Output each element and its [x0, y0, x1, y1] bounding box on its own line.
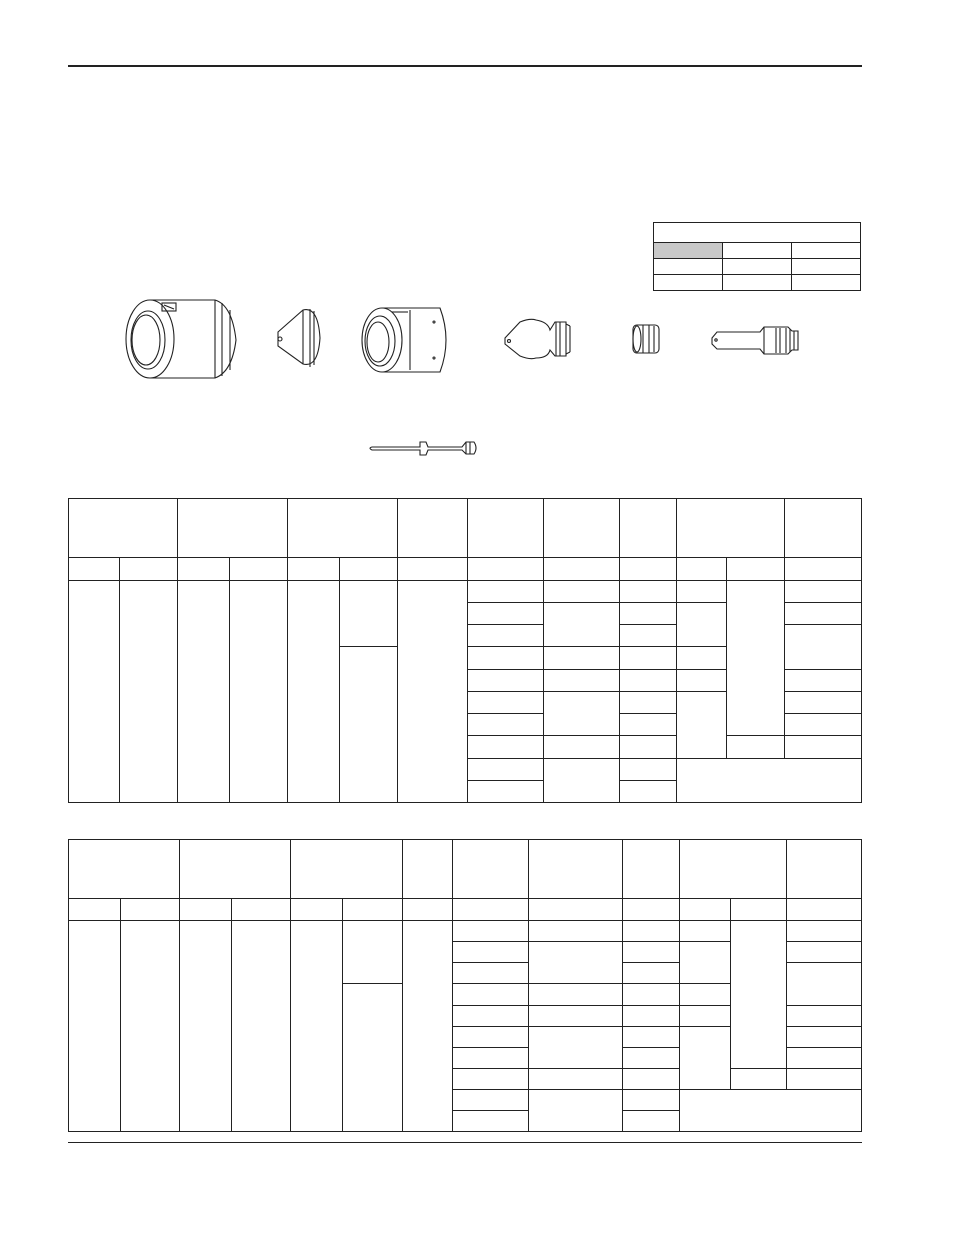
table-header-cell	[680, 840, 787, 899]
table-cell	[120, 580, 178, 802]
table-cell	[677, 758, 862, 802]
table-cell	[623, 1110, 680, 1131]
retaining-cap-part-icon	[362, 308, 446, 372]
table-subheader-cell	[291, 899, 343, 921]
table-cell	[680, 1089, 862, 1131]
table-cell	[529, 1068, 623, 1089]
table-cell	[620, 625, 677, 647]
table-header-cell	[180, 840, 291, 899]
water-tube-part-icon	[370, 442, 476, 455]
table-subheader-cell	[677, 557, 727, 580]
table-cell	[620, 691, 677, 713]
table-cell	[529, 1026, 623, 1068]
table-cell	[453, 1089, 529, 1110]
table-cell	[468, 647, 544, 669]
table-cell	[398, 580, 468, 802]
table-cell	[453, 1047, 529, 1068]
table-cell	[453, 963, 529, 984]
table-subheader-cell	[453, 899, 529, 921]
table-cell	[180, 921, 232, 1132]
table-cell	[620, 580, 677, 602]
table-cell	[620, 714, 677, 736]
table-subheader-cell	[340, 557, 398, 580]
table-subheader-cell	[178, 557, 230, 580]
table-cell	[468, 669, 544, 691]
table-cell	[544, 603, 620, 647]
table-cell	[620, 780, 677, 802]
table-cell	[680, 1026, 731, 1089]
nozzle-part-icon	[505, 319, 570, 358]
table-cell	[178, 580, 230, 802]
table-cell	[529, 942, 623, 984]
table-cell	[785, 603, 862, 625]
table-cell	[544, 647, 620, 669]
table-header-cell	[288, 499, 398, 558]
table-header-cell	[468, 499, 544, 558]
table-cell	[343, 921, 403, 984]
table-cell	[453, 921, 529, 942]
table-header-cell	[620, 499, 677, 558]
table-cell	[787, 1026, 862, 1047]
table-header-cell	[69, 840, 180, 899]
table-cell	[787, 1068, 862, 1089]
table-subheader-cell	[69, 557, 120, 580]
table-cell	[340, 580, 398, 647]
table-cell	[544, 758, 620, 802]
table-header-cell	[398, 499, 468, 558]
table-cell	[787, 1005, 862, 1026]
table-subheader-cell	[620, 557, 677, 580]
table-header-cell	[69, 499, 178, 558]
table-cell	[620, 647, 677, 669]
table-cell	[787, 1047, 862, 1068]
table-cell	[529, 984, 623, 1005]
table-cell	[69, 580, 120, 802]
shield-part-icon	[126, 300, 236, 378]
table-cell	[727, 736, 785, 758]
table-cell	[680, 942, 731, 984]
table-cell	[468, 780, 544, 802]
table-cell	[620, 758, 677, 780]
table-cell	[731, 1068, 787, 1089]
table-header-cell	[178, 499, 288, 558]
table-subheader-cell	[232, 899, 291, 921]
table-cell	[787, 942, 862, 963]
table-header-cell	[453, 840, 529, 899]
table-header-cell	[623, 840, 680, 899]
shield-cap-part-icon	[278, 309, 320, 367]
table-header-cell	[544, 499, 620, 558]
table-header-cell	[677, 499, 785, 558]
table-subheader-cell	[69, 899, 121, 921]
table-cell	[623, 942, 680, 963]
table-header-cell	[785, 499, 862, 558]
table-cell	[623, 1089, 680, 1110]
table-subheader-cell	[403, 899, 453, 921]
table-header-cell	[529, 840, 623, 899]
table-cell	[785, 625, 862, 669]
swirl-ring-part-icon	[633, 325, 659, 353]
table-cell	[232, 921, 291, 1132]
table-cell	[468, 603, 544, 625]
table-subheader-cell	[731, 899, 787, 921]
table-cell	[403, 921, 453, 1132]
table-cell	[288, 580, 340, 802]
table-cell	[453, 1068, 529, 1089]
table-cell	[468, 691, 544, 713]
table-subheader-cell	[398, 557, 468, 580]
table-subheader-cell	[623, 899, 680, 921]
table-cell	[727, 580, 785, 736]
table-subheader-cell	[544, 557, 620, 580]
table-cell	[787, 963, 862, 1005]
table-cell	[785, 691, 862, 713]
table-cell	[453, 1110, 529, 1131]
table-subheader-cell	[230, 557, 288, 580]
table-subheader-cell	[343, 899, 403, 921]
table-cell	[343, 984, 403, 1132]
table-cell	[623, 921, 680, 942]
table-header-cell	[291, 840, 403, 899]
table-subheader-cell	[529, 899, 623, 921]
table-header-cell	[403, 840, 453, 899]
table-subheader-cell	[121, 899, 180, 921]
table-cell	[623, 963, 680, 984]
table-cell	[623, 1005, 680, 1026]
table-subheader-cell	[787, 899, 862, 921]
consumables-table-1	[68, 498, 862, 803]
table-cell	[468, 758, 544, 780]
consumables-illustration	[0, 0, 954, 520]
table-cell	[623, 984, 680, 1005]
table-cell	[620, 603, 677, 625]
table-cell	[544, 669, 620, 691]
table-cell	[623, 1047, 680, 1068]
table-cell	[680, 1005, 731, 1026]
table-cell	[453, 1026, 529, 1047]
table-cell	[340, 647, 398, 803]
footer-rule	[68, 1142, 862, 1143]
table-subheader-cell	[120, 557, 178, 580]
consumables-table-2	[68, 839, 862, 1132]
table-cell	[677, 603, 727, 647]
table-cell	[677, 691, 727, 758]
table-subheader-cell	[180, 899, 232, 921]
table-cell	[677, 647, 727, 669]
table-cell	[787, 921, 862, 942]
electrode-part-icon	[712, 327, 798, 354]
table-cell	[785, 580, 862, 602]
table-cell	[453, 1005, 529, 1026]
table-cell	[453, 984, 529, 1005]
table-cell	[468, 580, 544, 602]
table-cell	[529, 1089, 623, 1131]
table-cell	[785, 736, 862, 758]
table-cell	[680, 984, 731, 1005]
table-header-cell	[787, 840, 862, 899]
table-cell	[677, 669, 727, 691]
table-cell	[529, 921, 623, 942]
table-cell	[785, 669, 862, 691]
table-cell	[121, 921, 180, 1132]
table-cell	[623, 1026, 680, 1047]
table-subheader-cell	[468, 557, 544, 580]
table-cell	[731, 921, 787, 1068]
table-cell	[69, 921, 121, 1132]
table-cell	[785, 714, 862, 736]
table-cell	[453, 942, 529, 963]
table-cell	[620, 736, 677, 758]
table-cell	[680, 921, 731, 942]
table-cell	[677, 580, 727, 602]
table-cell	[468, 736, 544, 758]
table-cell	[623, 1068, 680, 1089]
table-cell	[544, 691, 620, 735]
table-cell	[468, 714, 544, 736]
table-cell	[544, 580, 620, 602]
table-cell	[620, 669, 677, 691]
table-subheader-cell	[785, 557, 862, 580]
table-cell	[230, 580, 288, 802]
table-subheader-cell	[727, 557, 785, 580]
table-cell	[544, 736, 620, 758]
table-cell	[291, 921, 343, 1132]
table-cell	[529, 1005, 623, 1026]
table-cell	[468, 625, 544, 647]
table-subheader-cell	[288, 557, 340, 580]
table-subheader-cell	[680, 899, 731, 921]
